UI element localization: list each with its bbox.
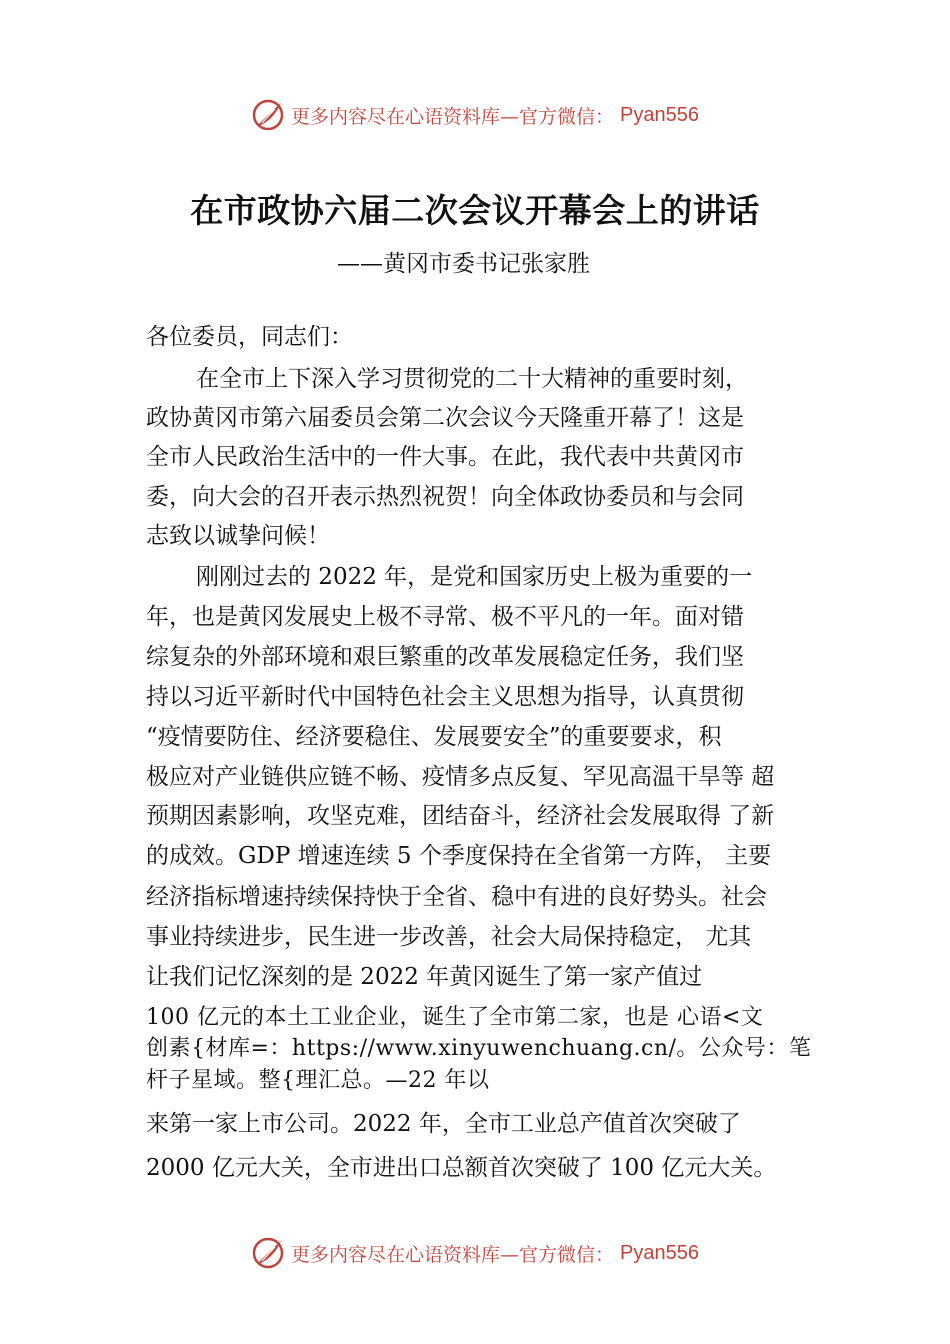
body-line: 委，向大会的召开表示热烈祝贺！向全体政协委员和与会同 bbox=[146, 484, 744, 510]
body-line: 刚刚过去的 2022 年，是党和国家历史上极为重要的一 bbox=[196, 564, 753, 590]
footer-watermark bbox=[0, 1233, 950, 1273]
body-line: 经济指标增速持续保持快于全省、稳中有进的良好势头。社会 bbox=[146, 884, 767, 910]
document-subtitle: ——黄冈市委书记张家胜 bbox=[337, 251, 590, 277]
body-line: 年，也是黄冈发展史上极不寻常、极不平凡的一年。面对错 bbox=[146, 604, 744, 630]
body-line: “疫情要防住、经济要稳住、发展要安全”的重要要求，积 bbox=[146, 724, 722, 750]
body-line: 持以习近平新时代中国特色社会主义思想为指导，认真贯彻 bbox=[146, 684, 744, 710]
body-line: 2000 亿元大关，全市进出口总额首次突破了 100 亿元大关。 bbox=[146, 1155, 777, 1181]
watermark-text: 更多内容尽在心语资料库—官方微信： bbox=[291, 1243, 615, 1266]
body-line: 的成效。GDP 增速连续 5 个季度保持在全省第一方阵， 主要 bbox=[146, 843, 772, 869]
watermark-text: 更多内容尽在心语资料库—官方微信： bbox=[291, 105, 615, 128]
document-title: 在市政协六届二次会议开幕会上的讲话 bbox=[190, 191, 760, 230]
quill-seal-logo-icon bbox=[251, 98, 285, 132]
body-line-url: 创素{材库=：https://www.xinyuwenchuang.cn/。公众号：笔 bbox=[146, 1036, 812, 1061]
body-line: 来第一家上市公司。2022 年，全市工业总产值首次突破了 bbox=[146, 1111, 741, 1137]
body-line: 极应对产业链供应链不畅、疫情多点反复、罕见高温干旱等 超 bbox=[146, 764, 775, 790]
watermark-account: Pyan556 bbox=[620, 103, 699, 126]
body-line: 在全市上下深入学习贯彻党的二十大精神的重要时刻， bbox=[196, 366, 748, 392]
salutation: 各位委员，同志们： bbox=[146, 324, 353, 350]
body-line: 政协黄冈市第六届委员会第二次会议今天隆重开幕了！这是 bbox=[146, 405, 744, 431]
quill-seal-logo-icon bbox=[251, 1236, 285, 1270]
watermark-account: Pyan556 bbox=[620, 1241, 699, 1264]
body-line: 综复杂的外部环境和艰巨繁重的改革发展稳定任务，我们坚 bbox=[146, 644, 744, 670]
header-watermark bbox=[0, 95, 950, 135]
body-line: 全市人民政治生活中的一件大事。在此，我代表中共黄冈市 bbox=[146, 444, 744, 470]
body-line: 100 亿元的本土工业企业，诞生了全市第二家，也是 心语<文 bbox=[146, 1005, 764, 1030]
body-line: 事业持续进步，民生进一步改善，社会大局保持稳定， 尤其 bbox=[146, 924, 752, 950]
body-line: 预期因素影响，攻坚克难，团结奋斗，经济社会发展取得 了新 bbox=[146, 803, 775, 829]
body-line: 让我们记忆深刻的是 2022 年黄冈诞生了第一家产值过 bbox=[146, 964, 703, 990]
body-line: 杆子星域。整{理汇总。—22 年以 bbox=[146, 1068, 490, 1093]
body-line: 志致以诚挚问候！ bbox=[146, 523, 330, 549]
